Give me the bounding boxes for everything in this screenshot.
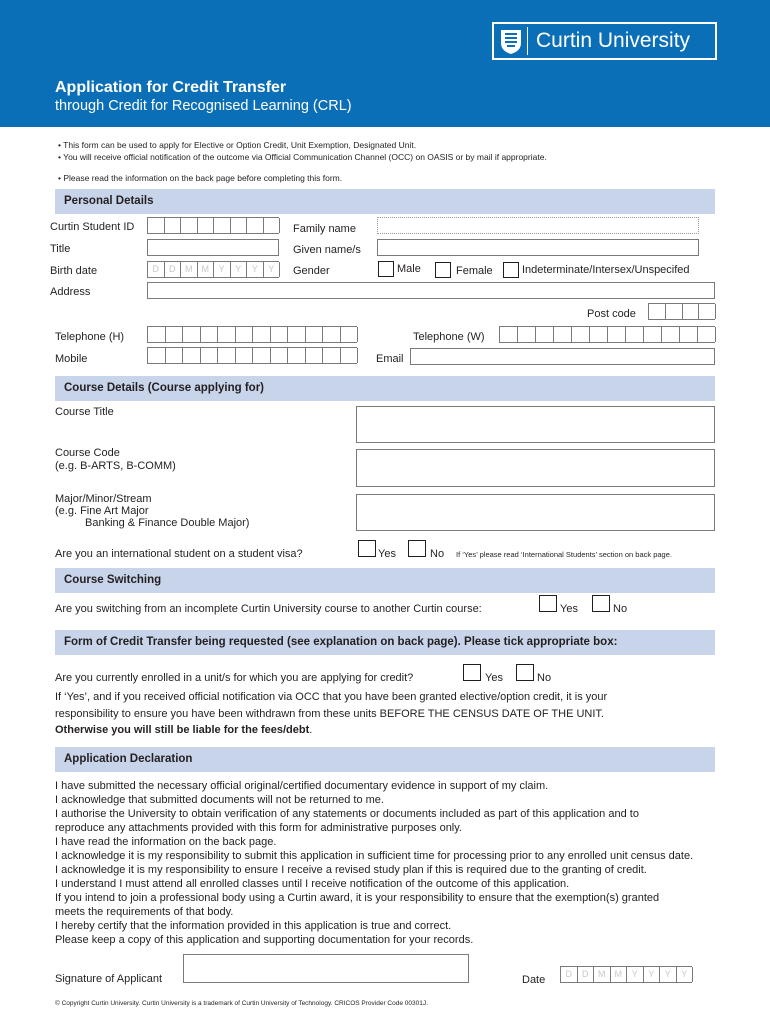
credit-para-period: . <box>309 724 313 736</box>
date-cell: Y <box>247 262 264 277</box>
mobile-input[interactable] <box>147 347 357 364</box>
note-2: • You will receive official notification of the outcome via Official Communication Channel (OCC) on OASIS or by mail if appropriate. <box>58 152 547 162</box>
declaration-line: I understand I must attend all enrolled classes until I receive notification of the outcome of this application. <box>55 878 570 890</box>
gender-indeterminate-label: Indeterminate/Intersex/Unspecifed <box>522 264 690 276</box>
declaration-line: I acknowledge that submitted documents will not be returned to me. <box>55 794 384 806</box>
course-code-input[interactable] <box>356 449 715 487</box>
international-question: Are you an international student on a student visa? <box>55 548 303 560</box>
date-cell: Y <box>264 262 281 277</box>
gender-female-label: Female <box>456 265 493 277</box>
mobile-label: Mobile <box>55 353 88 365</box>
international-no-checkbox[interactable] <box>408 540 426 557</box>
address-input[interactable] <box>147 282 715 299</box>
declaration-line: I hereby certify that the information provided in this application is true and correct. <box>55 920 452 932</box>
form-title: Application for Credit Transfer <box>55 79 287 96</box>
major-label: Major/Minor/Stream <box>55 493 152 505</box>
telephone-w-label: Telephone (W) <box>413 331 485 343</box>
declaration-line: I have submitted the necessary official original/certified documentary evidence in support of my claim. <box>55 780 549 792</box>
declaration-line: Please keep a copy of this application and supporting documentation for your records. <box>55 934 474 946</box>
credit-yes-label: Yes <box>485 672 503 684</box>
date-cell: D <box>148 262 165 277</box>
credit-question: Are you currently enrolled in a unit/s for which you are applying for credit? <box>55 672 414 684</box>
declaration-line: meets the requirements of that body. <box>55 906 234 918</box>
credit-no-label: No <box>537 672 552 684</box>
telephone-w-input[interactable] <box>499 326 715 343</box>
telephone-h-label: Telephone (H) <box>55 331 125 343</box>
signature-label: Signature of Applicant <box>55 973 163 985</box>
form-subtitle: through Credit for Recognised Learning (CRL) <box>55 98 352 114</box>
credit-no-checkbox[interactable] <box>516 664 534 681</box>
given-names-input[interactable] <box>377 239 699 256</box>
credit-para-line2: responsibility to ensure you have been withdrawn from these units BEFORE THE CENSUS DATE OF THE UNIT. <box>55 708 604 720</box>
gender-male-checkbox[interactable] <box>378 261 394 277</box>
international-no-label: No <box>430 548 445 560</box>
credit-heading: Form of Credit Transfer being requested (see explanation on back page). Please tick appropriate box: <box>64 636 618 648</box>
date-cell: M <box>198 262 215 277</box>
course-code-label: Course Code <box>55 447 120 459</box>
post-code-label: Post code <box>587 308 636 320</box>
date-cell: Y <box>660 967 677 982</box>
date-cell: M <box>594 967 611 982</box>
major-input[interactable] <box>356 494 715 531</box>
gender-male-label: Male <box>397 263 421 275</box>
international-yes-checkbox[interactable] <box>358 540 376 557</box>
title-label: Title <box>50 243 71 255</box>
course-heading: Course Details (Course applying for) <box>64 382 265 394</box>
date-label: Date <box>522 974 546 986</box>
signature-date-input[interactable] <box>560 966 692 983</box>
crest-icon <box>499 28 523 55</box>
declaration-line: I authorise the University to obtain verification of any statements or documents included as part of this application and to <box>55 808 639 820</box>
switching-yes-label: Yes <box>560 603 578 615</box>
date-cell: Y <box>644 967 661 982</box>
declaration-line: I have read the information on the back page. <box>55 836 277 848</box>
family-name-input[interactable] <box>377 217 699 234</box>
birth-date-label: Birth date <box>50 265 98 277</box>
date-cell: D <box>165 262 182 277</box>
date-cell: Y <box>627 967 644 982</box>
declaration-line: I acknowledge it is my responsibility to submit this application in sufficient time for processing prior to any enrolled unit census date. <box>55 850 694 862</box>
telephone-h-input[interactable] <box>147 326 357 343</box>
student-id-input[interactable] <box>147 217 279 234</box>
course-title-input[interactable] <box>356 406 715 443</box>
given-names-label: Given name/s <box>293 244 361 256</box>
switching-question: Are you switching from an incomplete Curtin University course to another Curtin course: <box>55 603 482 615</box>
international-note: If ‘Yes’ please read ‘International Students’ section on back page. <box>456 550 672 559</box>
post-code-input[interactable] <box>648 303 715 320</box>
date-cell: Y <box>214 262 231 277</box>
date-cell: Y <box>231 262 248 277</box>
credit-para-line1: If ‘Yes’, and if you received official notification via OCC that you have been granted elective/option credit, it is your <box>55 691 608 703</box>
switching-heading: Course Switching <box>64 574 162 586</box>
switching-no-label: No <box>613 603 628 615</box>
credit-liability-bold: Otherwise you will still be liable for the fees/debt <box>55 724 310 736</box>
major-example-2: Banking & Finance Double Major) <box>85 517 250 529</box>
title-input[interactable] <box>147 239 279 256</box>
international-yes-label: Yes <box>378 548 396 560</box>
course-code-example: (e.g. B-ARTS, B-COMM) <box>55 460 176 472</box>
date-cell: D <box>578 967 595 982</box>
email-input[interactable] <box>410 348 715 365</box>
email-label: Email <box>376 353 404 365</box>
personal-heading: Personal Details <box>64 195 154 207</box>
family-name-label: Family name <box>293 223 356 235</box>
signature-input[interactable] <box>183 954 469 983</box>
gender-label: Gender <box>293 265 330 277</box>
credit-para-line3 <box>55 723 312 737</box>
date-cell: Y <box>677 967 694 982</box>
gender-indeterminate-checkbox[interactable] <box>503 262 519 278</box>
logo-divider <box>527 27 528 55</box>
date-cell: M <box>611 967 628 982</box>
switching-yes-checkbox[interactable] <box>539 595 557 612</box>
footer-copyright: © Copyright Curtin University. Curtin University is a trademark of Curtin University of Technology. CRICOS Provider Code 00301J. <box>55 1000 428 1007</box>
note-1: • This form can be used to apply for Elective or Option Credit, Unit Exemption, Designated Unit. <box>58 140 417 150</box>
section-band-personal <box>55 189 715 214</box>
university-name: Curtin University <box>536 29 691 52</box>
declaration-line: reproduce any attachments provided with this form for administrative purposes only. <box>55 822 462 834</box>
credit-yes-checkbox[interactable] <box>463 664 481 681</box>
note-3: • Please read the information on the back page before completing this form. <box>58 173 343 183</box>
gender-female-checkbox[interactable] <box>435 262 451 278</box>
birth-date-input[interactable] <box>147 261 279 278</box>
declaration-line: If you intend to join a professional body using a Curtin award, it is your responsibility to ensure that the exemption(s) granted <box>55 892 660 904</box>
major-example-1: (e.g. Fine Art Major <box>55 505 149 517</box>
date-cell: M <box>181 262 198 277</box>
date-cell: D <box>561 967 578 982</box>
student-id-label: Curtin Student ID <box>50 221 135 233</box>
course-title-label: Course Title <box>55 406 114 418</box>
declaration-heading: Application Declaration <box>64 753 193 765</box>
address-label: Address <box>50 286 91 298</box>
declaration-line: I acknowledge it is my responsibility to ensure I receive a revised study plan if this is required due to the granting of credit. <box>55 864 647 876</box>
switching-no-checkbox[interactable] <box>592 595 610 612</box>
